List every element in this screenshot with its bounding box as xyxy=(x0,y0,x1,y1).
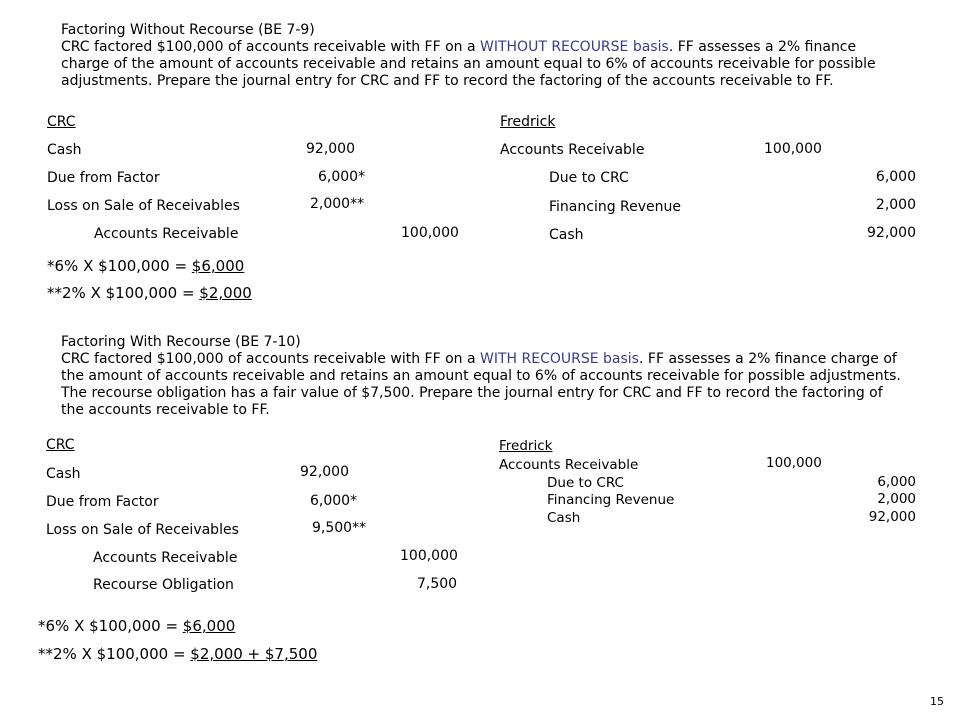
section1-body-highlight: WITHOUT RECOURSE basis xyxy=(480,39,669,55)
section2-body-highlight: WITH RECOURSE basis xyxy=(480,351,639,367)
footnote-text: **2% X $100,000 = xyxy=(47,284,200,302)
journal-account: Financing Revenue xyxy=(547,492,675,508)
section1-title: Factoring Without Recourse (BE 7-9) xyxy=(61,22,315,38)
journal-account: Accounts Receivable xyxy=(499,457,639,473)
journal-credit: 6,000 xyxy=(877,474,916,490)
section2-title: Factoring With Recourse (BE 7-10) xyxy=(61,334,301,350)
footnote xyxy=(38,646,317,663)
journal-credit: 7,500 xyxy=(417,576,458,592)
journal-account: Due to CRC xyxy=(547,475,624,491)
crc-heading: CRC xyxy=(46,437,75,453)
section2-body-post: . FF assesses a 2% finance charge of the amount of accounts receivable and retains an amount equal to 6% of accounts receivable for possible adjustments. The recourse obligation has a fair value of $7,500. Prepare the journal entry for CRC and FF to record the factoring of the accounts receivable to FF. xyxy=(61,351,901,418)
journal-debit: 9,500** xyxy=(312,520,367,536)
journal-account: Cash xyxy=(547,510,581,526)
section2-text xyxy=(61,334,901,419)
journal-account: Accounts Receivable xyxy=(94,226,239,242)
footnote-text: *6% X $100,000 = xyxy=(38,617,183,635)
footnote xyxy=(47,258,244,275)
footnote-text: *6% X $100,000 = xyxy=(47,257,192,275)
journal-account: Recourse Obligation xyxy=(93,577,234,593)
journal-account: Cash xyxy=(46,466,81,482)
fredrick-heading: Fredrick xyxy=(499,438,553,454)
journal-debit: 92,000 xyxy=(306,141,355,157)
journal-debit: 100,000 xyxy=(764,141,822,157)
journal-account: Financing Revenue xyxy=(549,199,682,215)
footnote-amount: $2,000 xyxy=(199,284,252,302)
journal-debit: 92,000 xyxy=(300,464,349,480)
footnote xyxy=(47,285,252,302)
footnote-amount: $6,000 xyxy=(191,257,245,275)
journal-credit: 100,000 xyxy=(401,225,459,241)
journal-account: Accounts Receivable xyxy=(93,550,238,566)
journal-credit: 2,000 xyxy=(875,197,916,213)
page-number: 15 xyxy=(930,695,944,708)
section1-body-pre: CRC factored $100,000 of accounts receivable with FF on a xyxy=(61,39,480,55)
section1-body-post: . FF assesses a 2% finance charge of the amount of accounts receivable and retains an amount equal to 6% of accounts receivable for possible adjustments. Prepare the journal entry for CRC and FF to record the factoring of the accounts receivable to FF. xyxy=(61,39,876,89)
fredrick-heading: Fredrick xyxy=(500,114,556,130)
journal-debit: 6,000* xyxy=(318,169,366,185)
journal-account: Cash xyxy=(47,142,82,158)
section2-body-pre: CRC factored $100,000 of accounts receivable with FF on a xyxy=(61,351,480,367)
journal-account: Due from Factor xyxy=(47,170,160,186)
journal-credit: 100,000 xyxy=(400,548,458,564)
journal-account: Accounts Receivable xyxy=(500,142,645,158)
journal-debit: 6,000* xyxy=(310,493,358,509)
journal-account: Due to CRC xyxy=(549,170,629,186)
journal-account: Due from Factor xyxy=(46,494,159,510)
journal-debit: 100,000 xyxy=(766,455,822,471)
journal-account: Loss on Sale of Receivables xyxy=(46,522,239,538)
journal-account: Cash xyxy=(549,227,584,243)
footnote-amount: $6,000 xyxy=(182,617,236,635)
journal-credit: 6,000 xyxy=(875,169,916,185)
journal-credit: 92,000 xyxy=(867,225,916,241)
journal-debit: 2,000** xyxy=(310,196,365,212)
footnote-amount: $2,000 + $7,500 xyxy=(190,645,318,663)
footnote-text: **2% X $100,000 = xyxy=(38,645,191,663)
journal-credit: 92,000 xyxy=(868,509,916,525)
journal-account: Loss on Sale of Receivables xyxy=(47,198,240,214)
section1-text xyxy=(61,22,881,90)
crc-heading: CRC xyxy=(47,114,76,130)
footnote xyxy=(38,618,235,635)
journal-credit: 2,000 xyxy=(877,491,916,507)
